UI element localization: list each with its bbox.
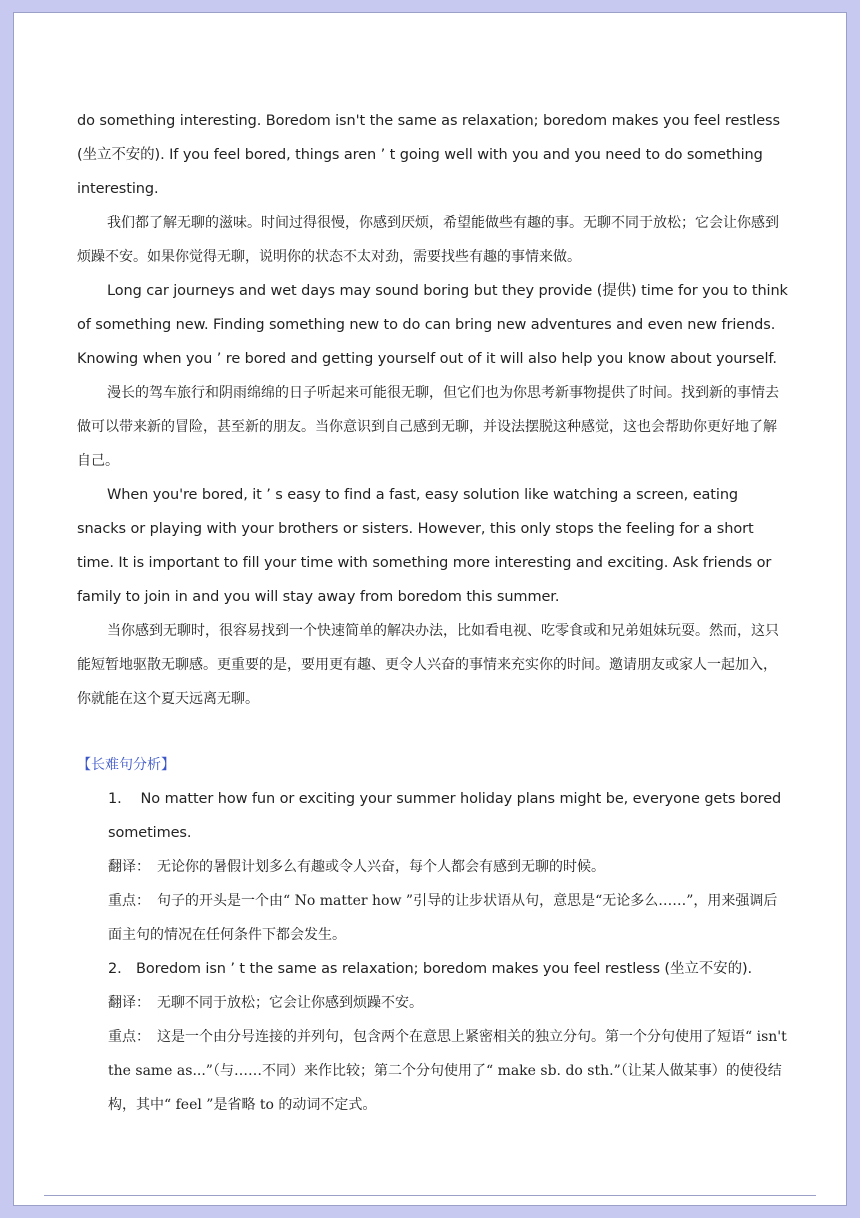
- bottom-rule: [44, 1195, 816, 1196]
- passage-paragraph-3-zh: 当你感到无聊时，很容易找到一个快速简单的解决办法，比如看电视、吃零食或和兄弟姐妹玩耍。然而，这只能短暂地驱散无聊感。更重要的是，要用更有趣、更令人兴奋的事情来充实你的时间。邀请朋友或家人一起加入，你就能在这个夏天远离无聊。: [77, 623, 779, 707]
- analysis-translation: 翻译： 无聊不同于放松；它会让你感到烦躁不安。: [108, 995, 423, 1011]
- analysis-focus: 重点： 句子的开头是一个由“ No matter how ”引导的让步状语从句，意思是“无论多么……”，用来强调后面主句的情况在任何条件下都会发生。: [108, 893, 778, 943]
- analysis-sentence: 2. Boredom isn ’ t the same as relaxation; boredom makes you feel restless (坐立不安的).: [108, 961, 753, 977]
- analysis-item-2: [77, 952, 789, 1122]
- passage-paragraph-1-en: do something interesting. Boredom isn't the same as relaxation; boredom makes you feel restless (坐立不安的). If you feel bored, things aren ’ t going well with you and you need to do something interesting.: [77, 113, 780, 197]
- passage-paragraph-2-zh: 漫长的驾车旅行和阴雨绵绵的日子听起来可能很无聊，但它们也为你思考新事物提供了时间。找到新的事情去做可以带来新的冒险，甚至新的朋友。当你意识到自己感到无聊，并设法摆脱这种感觉，这也会帮助你更好地了解自己。: [77, 385, 779, 469]
- passage-paragraph-2-en: Long car journeys and wet days may sound boring but they provide (提供) time for you to think of something new. Finding something new to do can bring new adventures and even new friends. Knowing when you ’ re bored and getting yourself out of it will also help you know about yourself.: [77, 283, 788, 367]
- analysis-focus: 重点： 这是一个由分号连接的并列句，包含两个在意思上紧密相关的独立分句。第一个分句使用了短语“ isn't the same as...”（与……不同）来作比较；第二个分句使用了“ make sb. do sth.”（让某人做某事）的使役结构，其中“ feel ”是省略 to 的动词不定式。: [108, 1029, 787, 1113]
- analysis-item-1: [77, 782, 789, 952]
- passage-paragraph-3-en: When you're bored, it ’ s easy to find a fast, easy solution like watching a screen, eating snacks or playing with your brothers or sisters. However, this only stops the feeling for a short time. It is important to fill your time with something more interesting and exciting. Ask friends or family to join in and you will stay away from boredom this summer.: [77, 487, 772, 605]
- analysis-translation: 翻译： 无论你的暑假计划多么有趣或令人兴奋，每个人都会有感到无聊的时候。: [108, 859, 605, 875]
- analysis-sentence: 1. No matter how fun or exciting your summer holiday plans might be, everyone gets bored sometimes.: [108, 791, 782, 841]
- document-body: [77, 104, 789, 1122]
- analysis-heading: 【长难句分析】: [77, 757, 175, 773]
- passage-paragraph-1-zh: 我们都了解无聊的滋味。时间过得很慢，你感到厌烦，希望能做些有趣的事。无聊不同于放松；它会让你感到烦躁不安。如果你觉得无聊，说明你的状态不太对劲，需要找些有趣的事情来做。: [77, 215, 779, 265]
